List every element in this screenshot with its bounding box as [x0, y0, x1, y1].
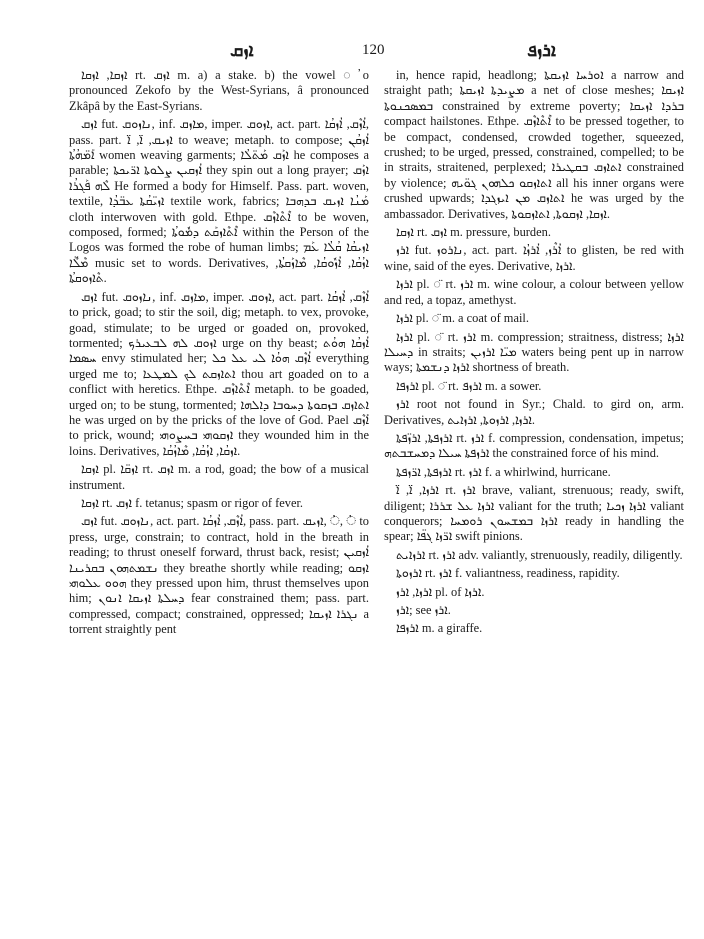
- dictionary-entry: ܐܪܙܦܬܐ, ܐܪ̈ܙܦܬܐ rt. ܐܪܙ f. a whirlwind, hurricane.: [396, 464, 611, 479]
- dictionary-entry: ܐܙܩ fut. ܢܐܙܘܩ, inf. ܡܐܙܩ, imper. ܐܙܘܩ, act. part. ܐܳܙܶܩ, ܐܳܙܩܳܐ to prick, goad; to stir the soil, dig; metaph. to vex, provoke, goad, stimulate; to be urged or goaded on, provoked, tormented; ܐܙܘܩ ܠܗ ܠܒܥܝܪܟ urge on thy beast; ܐܳܙܩܳܐ ܗܘܳܬ ܚܣܡܐ envy stimulated her; ܐܳܙܶܩ ܗܘܳܐ ܠܝ ܥܠ ܟܠ everything urged me to; ܐܬܐܙܩܬ ܠܟ ܠܡܛܥܐ thou art goaded on to a conflict with heretics. Ethpe. ܐܶܬܶܐܙܶܩ metaph. to be goaded, urged on; to be stung, tormented; ܐܬܐܙܩ ܒܙܩܘܬܐ ܕܚܘܒܐ ܕܐܠܗܐ he was urged on by the pricks of the love of God. Pael ܐܰܙܶܩ to prick, wound; ܐܙܩܘܗܝ ܒܚܨܘܗܝ they wounded him in the loins. Derivatives, ܐܙܩܳܐ, ܐܙܳܩܳܐ, ܡܶܐܙܳܩܳܐ.: [69, 289, 370, 458]
- dictionary-entry: ܐܪܙܐ pl. ◌̈ rt. ܐܪܙ m. wine colour, a colour between yellow and red, a topaz, amethyst.: [384, 277, 685, 307]
- dictionary-entry: ܐܪܙܦܐ pl. ◌̈ rt. ܐܪܙܦ m. a sower.: [396, 378, 542, 393]
- dictionary-entry: ܐܙܩܐ, ܐܙܩܐ rt. ܐܙܩ m. a) a stake. b) the vowel ◌ܳ o pronounced Zekofo by the West-Syrians, â pronounced Zkâpâ by the East-Syrians.: [69, 68, 369, 113]
- dictionary-entry: ܐܪܙܦܬܐ, ܐܪܙ̈ܦܬܐ rt. ܐܪܙ f. compression, condensation, impetus; ܐܪܙܦܬܐ ܚܝܠܐ ܕܡܚܫܒܬܗ the constrained force of his mind.: [384, 430, 684, 461]
- dictionary-entry: ܐܪܙ root not found in Syr.; Chald. to gird on, arm. Derivatives, ܐܪܙܐ, ܐܪܙܘܬܐ, ܐܪܙܐܝܬ.: [384, 397, 684, 427]
- dictionary-entry: ܐܪܙܐ, ܐܪܙ pl. of ܐܪܙܐ.: [396, 584, 485, 599]
- dictionary-entry: ܐܪܙܘܬܐ rt. ܐܪܙ f. valiantness, readiness, rapidity.: [396, 566, 620, 581]
- dictionary-entry: ܐܪܙܐ pl. ◌̈ rt. ܐܪܙ m. compression; straitness, distress; ܐܪܙܐ ܕܚܝܠܐ in straits; ܡܝ̈ܐ ܐܪܙܝܢ waters being pent up in narrow ways; ܐܪܙܐ ܕܢܫܡܬܐ shortness of breath.: [384, 329, 685, 375]
- header-right-word: ܐܪܙܦ: [527, 40, 556, 60]
- dictionary-entry: ܐܙܩܐ rt. ܐܙܩ f. tetanus; spasm or rigor of fever.: [81, 495, 304, 510]
- dictionary-entry: ܐܙܩ fut. ܢܐܙܘܩ, inf. ܡܐܙܩ, imper. ܐܙܘܩ, act. part. ܐܳܙܶܩ, ܐܳܙܩܳܐ, pass. part. ܐܙܝܩ, ܐ̈, ܐ̈ to weave; metaph. to compose; ܐܳܙܩܳܢ ܐܰܡ̈ܗܳܬܳܐ women weaving garments; ܐܙܰܩ ܡܰܬ̈ܠܳܐ he composes a parable; ܐܳܙܩܝܢ ܨܠܘܬܐ ܐܪ̈ܝܟܬܐ they spin out a long prayer; ܐܙܰܩ ܠܶܗ ܦܰܓܪܳܐ He formed a body for Himself. Pass. part. woven, textile, ܐܙܝ̈ܩܳܬܐ ܥܒ̈ܕܳܐ textile work, fabrics; ܡܰܢܳܐ ܐܙܝܩ ܒܕܗܒܐ cloth interwoven with gold. Ethpe. ܐܶܬܶܐܙܶܩ to be woven, composed, formed; ܐܶܬܶܐܙܩܰܬ ܕܡܽܘܬܳܐ within the Person of the Logos was formed the robe of human limbs; ܐܙܝܩܳܐ ܩܳܠܳܐ ܥܰܡ ܡܶܠ̈ܶܐ music set to words. Derivatives, ܐܙܳܩܳܐ, ܐܳܙܽܘܩܳܐ, ܡܶܐܙܰܩܬܳܐ, ܬܶܐܙܘܩܬܳܐ.: [69, 117, 370, 286]
- right-column: [384, 68, 684, 640]
- header-left-word: ܐܙܩ: [230, 40, 254, 60]
- dictionary-entry: ܐܪܙ; see ܐܪܙ.: [396, 603, 451, 617]
- dictionary-entry: ܐܙܩܐ rt. ܐܙܩ m. pressure, burden.: [396, 225, 551, 240]
- dictionary-entry: ܐܪܙܐܝܬ rt. ܐܪܙ adv. valiantly, strenuously, readily, diligently.: [396, 547, 683, 562]
- dictionary-entry: ܐܪܙܦܐ m. a giraffe.: [396, 621, 483, 636]
- dictionary-entry: ܐܙܩ fut. ܢܐܙܘܩ, act. part. ܐܳܙܶܩ, ܐܳܙܩܳܐ, pass. part. ܐܙܝܩ, ◌ܳ, ◌ܳ to press, urge, constrain; to contract, hold in the breath in reading; to thrust oneself forward, thrust back, resist; ܐܳܙܩܝܢ ܢܫܡܬܗܘܢ ܒܩܪܝܢܐ they breathe shortly while reading; ܐܙܩܘ ܗܘܘ ܥܠܘܗܝ they pressed upon him, thrust themselves upon him; ܕܚܠܬܐ ܐܙܝܩܐ ܐܢܘܢ fear constrained them; pass. part. compressed, compact; constrained, oppressed; ܢܓܪܐ ܐܙܝܩܐ a torrent straightly pent: [69, 514, 369, 637]
- dictionary-entry: ܐܪܙܐ pl. ◌̈ m. a coat of mail.: [396, 311, 529, 326]
- dictionary-entry: ܐܪܙ fut. ܢܐܪܘܙ, act. part. ܐܳܪܶܙ, ܐܳܪܙܳܐ to glisten, be red with wine, said of the eyes. Derivative, ܐܪܙܐ.: [384, 243, 684, 273]
- left-column: [69, 68, 369, 641]
- page-number: 120: [362, 42, 385, 58]
- dictionary-entry: in, hence rapid, headlong; ܐܘܪܚܐ ܐܙܝܩܬܐ a narrow and straight path; ܡܨܝܕܬܐ ܐܙܝܩܬܐ a net of close meshes; ܐܙܝܩܐ ܒܡܣܟܢܘܬܐ constrained by extreme poverty; ܒܪܕܐ ܐܙܝܩܐ compact hailstones. Ethpe. ܐܶܬܶܐܙܶܩ to be pressed together, to be compact, condensed, crowded together, squeezed, crushed; to be urged, pressed, constrained, compelled; to be in straits, straitened, perplexed; ܐܬܐܙܩ ܒܩܛܝܪܐ constrained by violence; ܐܬܐܙܩܘ ܟܠܗܘܢ ܓܘ̈ܝܗ all his inner organs were crushed upwards; ܐܬܐܙܩ ܡܢ ܐܝܙܓܕܐ he was urged by the ambassador. Derivatives, ܐܙܩܐ, ܐܙܩܘܬܐ, ܐܬܐܙܩܘܬܐ.: [384, 68, 685, 221]
- dictionary-entry: ܐܙܩܐ pl. ܐܙܩ̈ܐ rt. ܐܙܩ m. a rod, goad; the bow of a musical instrument.: [69, 462, 370, 492]
- page-header: [60, 40, 644, 64]
- dictionary-entry: ܐܪܙܐ, ܐ̈, ܐ̈ rt. ܐܪܙ brave, valiant, strenuous; ready, swift, diligent; ܐܪܙܐ ܥܠ ܫܪܪܐ valiant for the truth; ܐܪܙܐ ܙܟܝܐ valiant conquerors; ܐܪܙܐ ܒܡܫܚܘܢ ܪܘܡܚܐ ready in handling the spear; ܐܪ̈ܙܐ ܓܦ̈ܐ swift pinions.: [384, 483, 685, 544]
